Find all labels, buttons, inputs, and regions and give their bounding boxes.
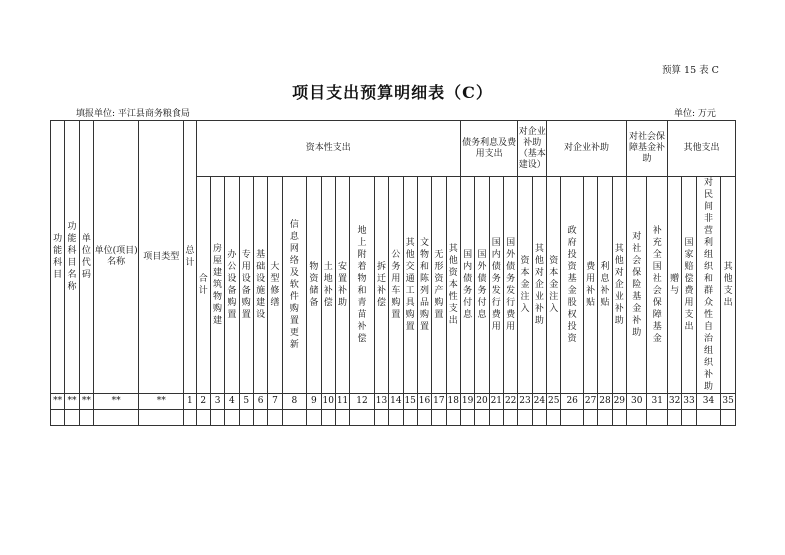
data-cell[interactable] <box>518 410 532 426</box>
data-cell[interactable] <box>374 410 388 426</box>
sub-header: 国外债务付息 <box>475 177 489 394</box>
index-cell: 22 <box>503 394 517 410</box>
sub-header: 其他对企业补助 <box>612 177 626 394</box>
index-cell: 21 <box>489 394 503 410</box>
data-cell[interactable] <box>51 410 65 426</box>
group-header-row <box>51 121 736 177</box>
data-cell[interactable] <box>210 410 224 426</box>
index-cell: 18 <box>446 394 460 410</box>
sub-header: 土地补偿 <box>321 177 335 394</box>
index-cell: 6 <box>253 394 267 410</box>
data-cell[interactable] <box>583 410 597 426</box>
data-cell[interactable] <box>489 410 503 426</box>
empty-row <box>51 410 736 426</box>
index-cell: 5 <box>239 394 253 410</box>
data-cell[interactable] <box>532 410 546 426</box>
index-cell: 19 <box>460 394 474 410</box>
index-cell: ** <box>65 394 79 410</box>
header-project-type: 项目类型 <box>139 121 184 394</box>
index-cell: 4 <box>225 394 239 410</box>
index-cell: 35 <box>721 394 736 410</box>
data-cell[interactable] <box>403 410 417 426</box>
group-enterprise: 对企业补助 <box>547 121 627 177</box>
sub-header: 对民间非营利组织和群众性自治组织补助 <box>696 177 721 394</box>
budget-table <box>50 120 736 426</box>
data-cell[interactable] <box>460 410 474 426</box>
index-cell: 28 <box>598 394 612 410</box>
index-cell: ** <box>139 394 184 410</box>
data-cell[interactable] <box>561 410 584 426</box>
index-cell: 34 <box>696 394 721 410</box>
sub-header: 信息网络及软件购置更新 <box>282 177 307 394</box>
index-cell: 8 <box>282 394 307 410</box>
data-cell[interactable] <box>350 410 375 426</box>
data-cell[interactable] <box>225 410 239 426</box>
group-debt: 债务利息及费用支出 <box>460 121 517 177</box>
data-cell[interactable] <box>65 410 79 426</box>
sub-header: 合计 <box>196 177 210 394</box>
index-row <box>51 394 736 410</box>
data-cell[interactable] <box>547 410 561 426</box>
data-cell[interactable] <box>647 410 668 426</box>
sub-header: 办公设备购置 <box>225 177 239 394</box>
money-unit: 单位: 万元 <box>674 109 716 119</box>
data-cell[interactable] <box>446 410 460 426</box>
data-cell[interactable] <box>321 410 335 426</box>
group-enterprise-capital: 对企业补助（基本建设） <box>518 121 547 177</box>
form-code: 预算 15 表 C <box>662 65 719 76</box>
header-unit-name: 单位(项目)名称 <box>94 121 139 394</box>
data-cell[interactable] <box>696 410 721 426</box>
data-cell[interactable] <box>139 410 184 426</box>
group-other: 其他支出 <box>667 121 735 177</box>
index-cell: 31 <box>647 394 668 410</box>
sub-header: 政府投资基金股权投资 <box>561 177 584 394</box>
sub-header: 资本金注入 <box>518 177 532 394</box>
index-cell: 10 <box>321 394 335 410</box>
index-cell: 20 <box>475 394 489 410</box>
sub-header: 国内债务付息 <box>460 177 474 394</box>
index-cell: 29 <box>612 394 626 410</box>
data-cell[interactable] <box>432 410 446 426</box>
sub-header: 其他支出 <box>721 177 736 394</box>
sub-header: 地上附着物和青苗补偿 <box>350 177 375 394</box>
data-cell[interactable] <box>282 410 307 426</box>
sub-header: 大型修缮 <box>268 177 282 394</box>
sub-header: 费用补贴 <box>583 177 597 394</box>
index-cell: ** <box>94 394 139 410</box>
sub-header: 房屋建筑物购建 <box>210 177 224 394</box>
data-cell[interactable] <box>389 410 403 426</box>
sub-header: 文物和陈列品购置 <box>417 177 431 394</box>
header-total: 总计 <box>184 121 196 394</box>
data-cell[interactable] <box>721 410 736 426</box>
index-cell: ** <box>79 394 93 410</box>
data-cell[interactable] <box>417 410 431 426</box>
filler-unit: 填报单位: 平江县商务粮食局 <box>76 109 190 119</box>
data-cell[interactable] <box>682 410 696 426</box>
sub-header: 其他资本性支出 <box>446 177 460 394</box>
index-cell: 12 <box>350 394 375 410</box>
data-cell[interactable] <box>196 410 210 426</box>
sub-header: 其他对企业补助 <box>532 177 546 394</box>
data-cell[interactable] <box>94 410 139 426</box>
index-cell: 1 <box>184 394 196 410</box>
index-cell: 15 <box>403 394 417 410</box>
data-cell[interactable] <box>79 410 93 426</box>
sub-header: 补充全国社会保障基金 <box>647 177 668 394</box>
sub-header: 国内债务发行费用 <box>489 177 503 394</box>
group-social: 对社会保障基金补助 <box>626 121 667 177</box>
index-cell: 16 <box>417 394 431 410</box>
sub-header: 公务用车购置 <box>389 177 403 394</box>
data-cell[interactable] <box>475 410 489 426</box>
data-cell[interactable] <box>503 410 517 426</box>
data-cell[interactable] <box>268 410 282 426</box>
header-unit-code: 单位代码 <box>79 121 93 394</box>
data-cell[interactable] <box>626 410 647 426</box>
data-cell[interactable] <box>239 410 253 426</box>
header-function-name: 功能科目名称 <box>65 121 79 394</box>
index-cell: 24 <box>532 394 546 410</box>
index-cell: 13 <box>374 394 388 410</box>
sub-header: 其他交通工具购置 <box>403 177 417 394</box>
index-cell: 32 <box>667 394 681 410</box>
index-cell: 11 <box>335 394 349 410</box>
index-cell: 25 <box>547 394 561 410</box>
header-function-code: 功能科目 <box>51 121 65 394</box>
sub-header: 对社会保险基金补助 <box>626 177 647 394</box>
sub-header: 拆迁补偿 <box>374 177 388 394</box>
sub-header: 无形资产购置 <box>432 177 446 394</box>
sub-header: 基础设施建设 <box>253 177 267 394</box>
data-cell[interactable] <box>612 410 626 426</box>
data-cell[interactable] <box>184 410 196 426</box>
index-cell: 9 <box>307 394 321 410</box>
index-cell: 14 <box>389 394 403 410</box>
index-cell: 33 <box>682 394 696 410</box>
index-cell: 30 <box>626 394 647 410</box>
sub-header: 国外债务发行费用 <box>503 177 517 394</box>
index-cell: 26 <box>561 394 584 410</box>
index-cell: 3 <box>210 394 224 410</box>
sub-header: 国家赔偿费用支出 <box>682 177 696 394</box>
data-cell[interactable] <box>307 410 321 426</box>
data-cell[interactable] <box>667 410 681 426</box>
index-cell: 23 <box>518 394 532 410</box>
index-cell: 7 <box>268 394 282 410</box>
page-title: 项目支出预算明细表（C） <box>292 83 493 102</box>
index-cell: 17 <box>432 394 446 410</box>
sub-header: 利息补贴 <box>598 177 612 394</box>
data-cell[interactable] <box>253 410 267 426</box>
data-cell[interactable] <box>335 410 349 426</box>
sub-header: 资本金注入 <box>547 177 561 394</box>
sub-header: 安置补助 <box>335 177 349 394</box>
group-capital: 资本性支出 <box>196 121 460 177</box>
sub-header: 专用设备购置 <box>239 177 253 394</box>
index-cell: ** <box>51 394 65 410</box>
index-cell: 2 <box>196 394 210 410</box>
sub-header: 物资储备 <box>307 177 321 394</box>
data-cell[interactable] <box>598 410 612 426</box>
sub-header: 赠与 <box>667 177 681 394</box>
index-cell: 27 <box>583 394 597 410</box>
